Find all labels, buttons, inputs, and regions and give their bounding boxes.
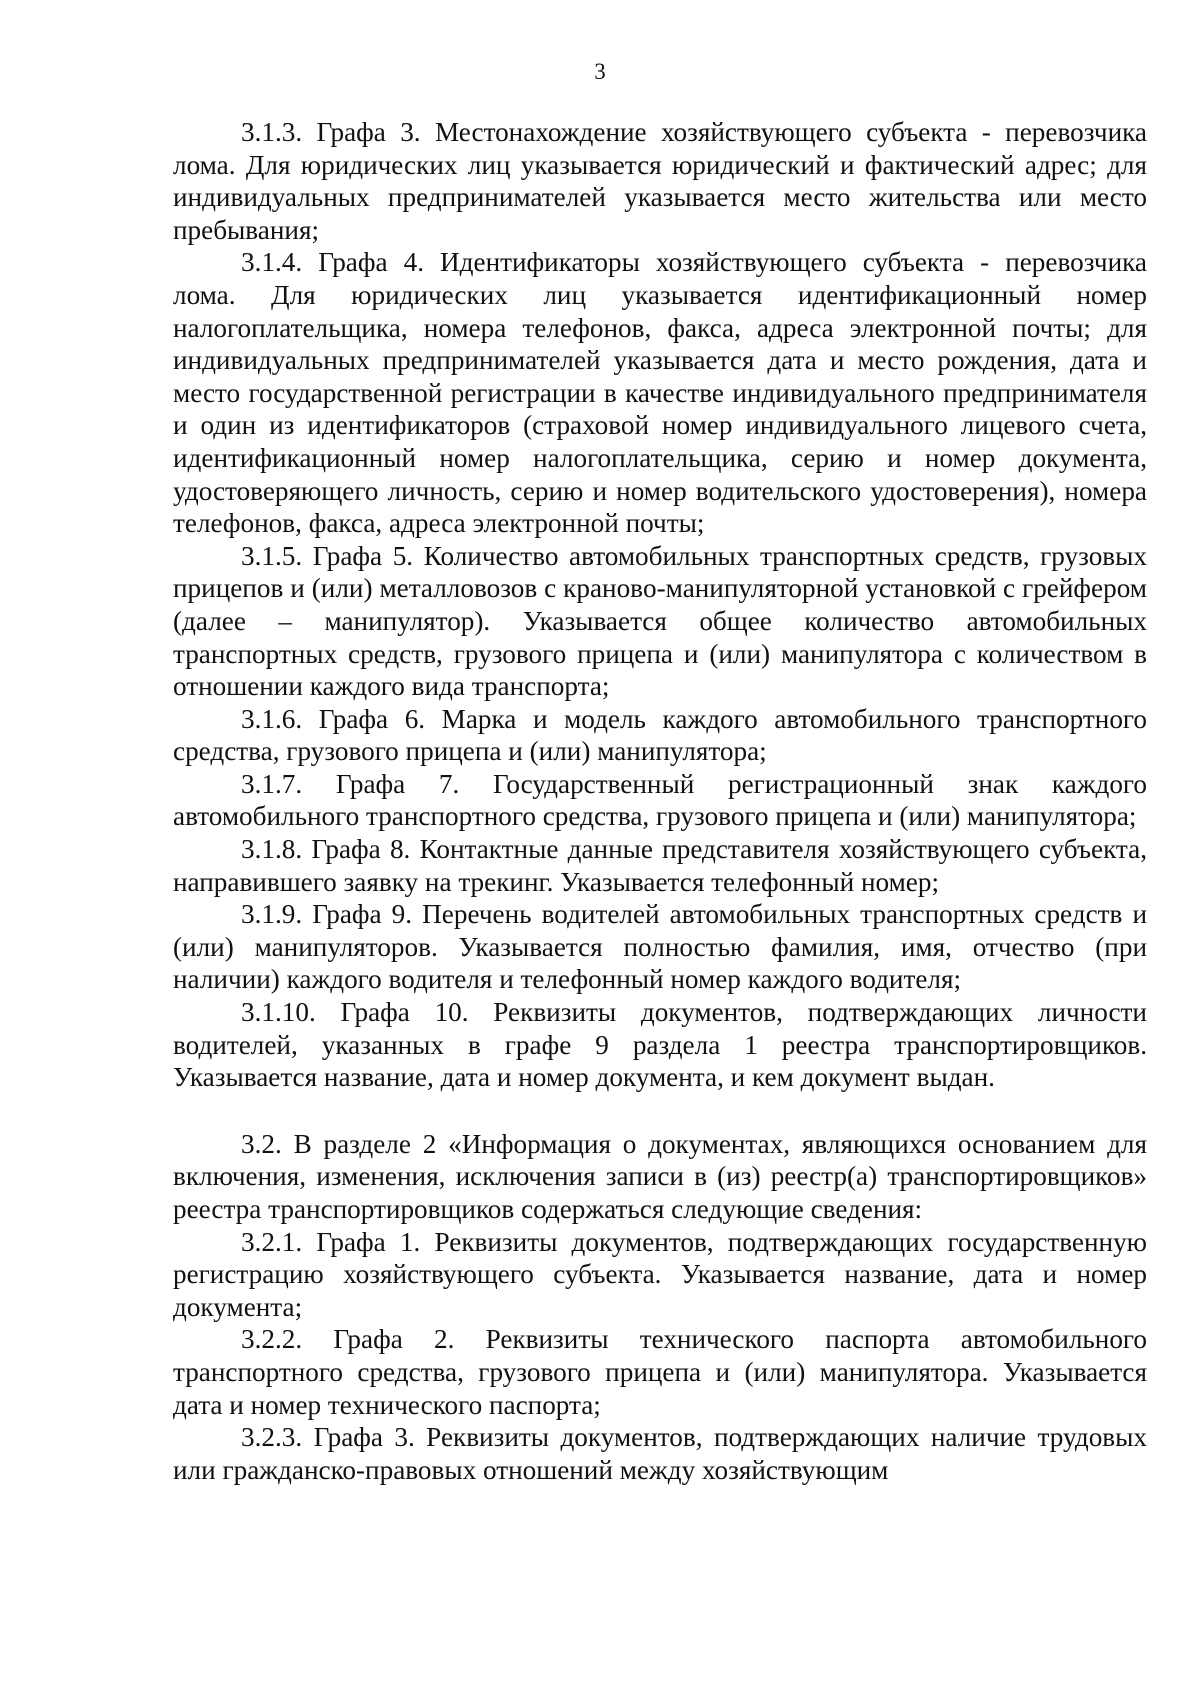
page-number: 3 [594,59,606,84]
paragraph-3-1-4: 3.1.4. Графа 4. Идентификаторы хозяйствующего субъекта - перевозчика лома. Для юридических лиц указывается идентификационный номер налогоплательщика, номера телефонов, факса, адреса электронной почты; для индивидуальных предпринимателей указывается дата и место рождения, дата и место государственной регистрации в качестве индивидуального предпринимателя и один из идентификаторов (страховой номер индивидуального лицевого счета, идентификационный номер налогоплательщика, серию и номер документа, удостоверяющего личность, серию и номер водительского удостоверения), номера телефонов, факса, адреса электронной почты; [173,247,1147,539]
paragraph-3-1-9: 3.1.9. Графа 9. Перечень водителей автомобильных транспортных средств и (или) манипуляторов. Указывается полностью фамилия, имя, отчество (при наличии) каждого водителя и телефонный номер каждого водителя; [173,899,1147,995]
paragraph-3-1-6: 3.1.6. Графа 6. Марка и модель каждого автомобильного транспортного средства, грузового прицепа и (или) манипулятора; [173,703,1147,767]
paragraph-3-2-1: 3.2.1. Графа 1. Реквизиты документов, подтверждающих государственную регистрацию хозяйствующего субъекта. Указывается название, дата и номер документа; [173,1226,1147,1322]
paragraph-3-1-3: 3.1.3. Графа 3. Местонахождение хозяйствующего субъекта - перевозчика лома. Для юридических лиц указывается юридический и фактический адрес; для индивидуальных предпринимателей указывается место жительства или место пребывания; [173,117,1147,245]
paragraph-3-1-10: 3.1.10. Графа 10. Реквизиты документов, подтверждающих личности водителей, указанных в графе 9 раздела 1 реестра транспортировщиков. Указывается название, дата и номер документа, и кем документ выдан. [173,997,1147,1093]
paragraph-3-1-7: 3.1.7. Графа 7. Государственный регистрационный знак каждого автомобильного транспортного средства, грузового прицепа и (или) манипулятора; [173,768,1147,832]
paragraph-3-1-5: 3.1.5. Графа 5. Количество автомобильных транспортных средств, грузовых прицепов и (или) металловозов с крановo-манипуляторной установкой с грейфером (далее – манипулятор). Указывается общее количество автомобильных транспортных средств, грузового прицепа и (или) манипулятора с количеством в отношении каждого вида транспорта; [173,540,1147,702]
paragraph-3-2: 3.2. В разделе 2 «Информация о документах, являющихся основанием для включения, изменения, исключения записи в (из) реестр(а) транспортировщиков» реестра транспортировщиков содержаться следующие сведения: [173,1128,1147,1224]
paragraph-3-2-2: 3.2.2. Графа 2. Реквизиты технического паспорта автомобильного транспортного средства, грузового прицепа и (или) манипулятора. Указывается дата и номер технического паспорта; [173,1324,1147,1420]
paragraph-3-1-8: 3.1.8. Графа 8. Контактные данные представителя хозяйствующего субъекта, направившего заявку на трекинг. Указывается телефонный номер; [173,834,1147,897]
section-spacer [173,1094,1147,1128]
paragraph-3-2-3: 3.2.3. Графа 3. Реквизиты документов, подтверждающих наличие трудовых или гражданско-правовых отношений между хозяйствующим [173,1422,1147,1485]
document-body [173,116,1147,1486]
